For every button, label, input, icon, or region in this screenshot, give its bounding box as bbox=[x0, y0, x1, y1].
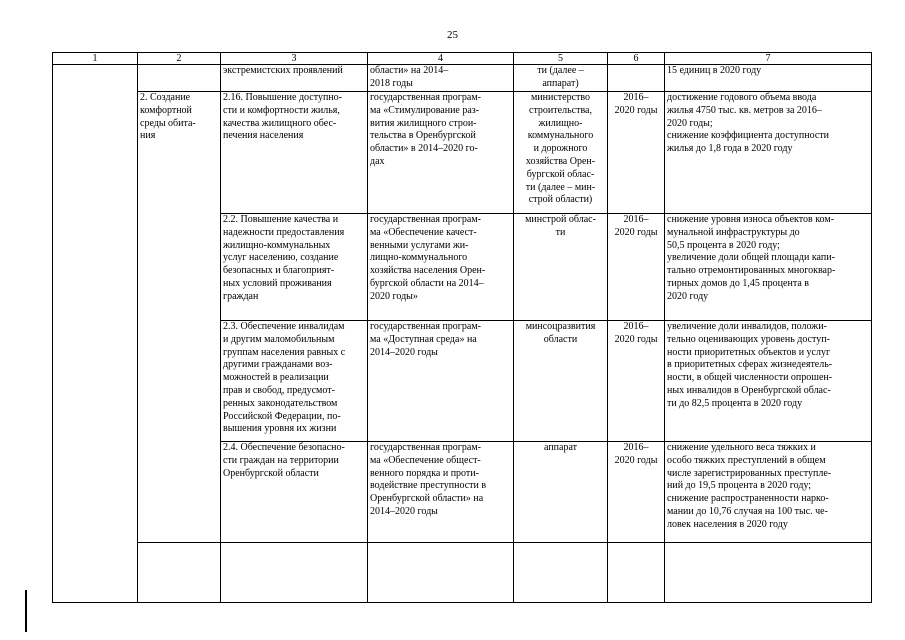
scan-edge-mark bbox=[25, 590, 27, 632]
task-cell bbox=[221, 543, 368, 603]
column-number-row bbox=[53, 53, 872, 65]
executor-cell: минсоцразвития области bbox=[514, 321, 608, 442]
executor-cell: аппарат bbox=[514, 442, 608, 543]
executor-cell bbox=[514, 543, 608, 603]
table-row bbox=[53, 65, 872, 92]
column-number: 1 bbox=[53, 53, 138, 65]
period-cell: 2016– 2020 годы bbox=[608, 214, 665, 321]
result-cell: достижение годового объема ввода жилья 4750 тыс. кв. метров за 2016– 2020 годы; снижение коэффициента доступности жилья до 1,8 года в 2020 году bbox=[665, 92, 872, 214]
column-number: 7 bbox=[665, 53, 872, 65]
period-cell bbox=[608, 65, 665, 92]
table-row bbox=[53, 92, 872, 214]
column-number: 6 bbox=[608, 53, 665, 65]
program-cell: государственная програм- ма «Стимулирование раз- вития жилищного строи- тельства в Оренбургской области» в 2014–2020 го- дах bbox=[368, 92, 514, 214]
executor-cell: министерство строительства, жилищно- коммунального и дорожного хозяйства Орен- бургской облас- ти (далее – мин- строй области) bbox=[514, 92, 608, 214]
program-cell: государственная програм- ма «Обеспечение общест- венного порядка и проти- водействие преступности в Оренбургской области» на 2014–2020 годы bbox=[368, 442, 514, 543]
task-cell: экстремистских проявлений bbox=[221, 65, 368, 92]
column-number: 5 bbox=[514, 53, 608, 65]
period-cell: 2016– 2020 годы bbox=[608, 321, 665, 442]
goal-cell bbox=[138, 65, 221, 92]
result-cell: увеличение доли инвалидов, положи- тельно оценивающих уровень доступ- ности приоритетных объектов и услуг в приоритетных сферах жизнедеятель- ности, в общей численности опрошен- ных инвалидов в Оренбургской облас- ти до 82,5 процента в 2020 году bbox=[665, 321, 872, 442]
program-cell: государственная програм- ма «Обеспечение качест- венными услугами жи- лищно-коммунального хозяйства населения Орен- бургской области на 2014– 2020 годы» bbox=[368, 214, 514, 321]
col1-cell bbox=[53, 65, 138, 603]
program-cell bbox=[368, 543, 514, 603]
result-cell: снижение уровня износа объектов ком- мунальной инфраструктуры до 50,5 процента в 2020 году; увеличение доли общей площади капи- тально отремонтированных многоквар- тирных домов до 1,45 процента в 2020 году bbox=[665, 214, 872, 321]
column-number: 3 bbox=[221, 53, 368, 65]
task-cell: 2.2. Повышение качества и надежности предоставления жилищно-коммунальных услуг населению, создание безопасных и благоприят- ных условий проживания граждан bbox=[221, 214, 368, 321]
period-cell: 2016– 2020 годы bbox=[608, 442, 665, 543]
program-cell: области» на 2014– 2018 годы bbox=[368, 65, 514, 92]
goal-cell bbox=[138, 543, 221, 603]
page-number: 25 bbox=[447, 29, 458, 41]
result-cell bbox=[665, 543, 872, 603]
task-cell: 2.16. Повышение доступно- сти и комфортности жилья, качества жилищного обес- печения населения bbox=[221, 92, 368, 214]
executor-cell: минстрой облас- ти bbox=[514, 214, 608, 321]
goal-cell: 2. Создание комфортной среды обита- ния bbox=[138, 92, 221, 543]
plan-table bbox=[52, 52, 872, 603]
task-cell: 2.4. Обеспечение безопасно- сти граждан на территории Оренбургской области bbox=[221, 442, 368, 543]
column-number: 2 bbox=[138, 53, 221, 65]
result-cell: снижение удельного веса тяжких и особо тяжких преступлений в общем числе зарегистрированных преступле- ний до 19,5 процента в 2020 году; снижение распространенности нарко- мании до 10,76 случая на 100 тыс. че- ловек населения в 2020 году bbox=[665, 442, 872, 543]
table-row bbox=[53, 543, 872, 603]
result-cell: 15 единиц в 2020 году bbox=[665, 65, 872, 92]
executor-cell: ти (далее – аппарат) bbox=[514, 65, 608, 92]
task-cell: 2.3. Обеспечение инвалидам и другим маломобильным группам населения равных с другими гражданами воз- можностей в реализации прав и свобод, предусмот- ренных законодательством Российской Федерации, по- вышения уровня их жизни bbox=[221, 321, 368, 442]
period-cell: 2016– 2020 годы bbox=[608, 92, 665, 214]
column-number: 4 bbox=[368, 53, 514, 65]
period-cell bbox=[608, 543, 665, 603]
program-cell: государственная програм- ма «Доступная среда» на 2014–2020 годы bbox=[368, 321, 514, 442]
